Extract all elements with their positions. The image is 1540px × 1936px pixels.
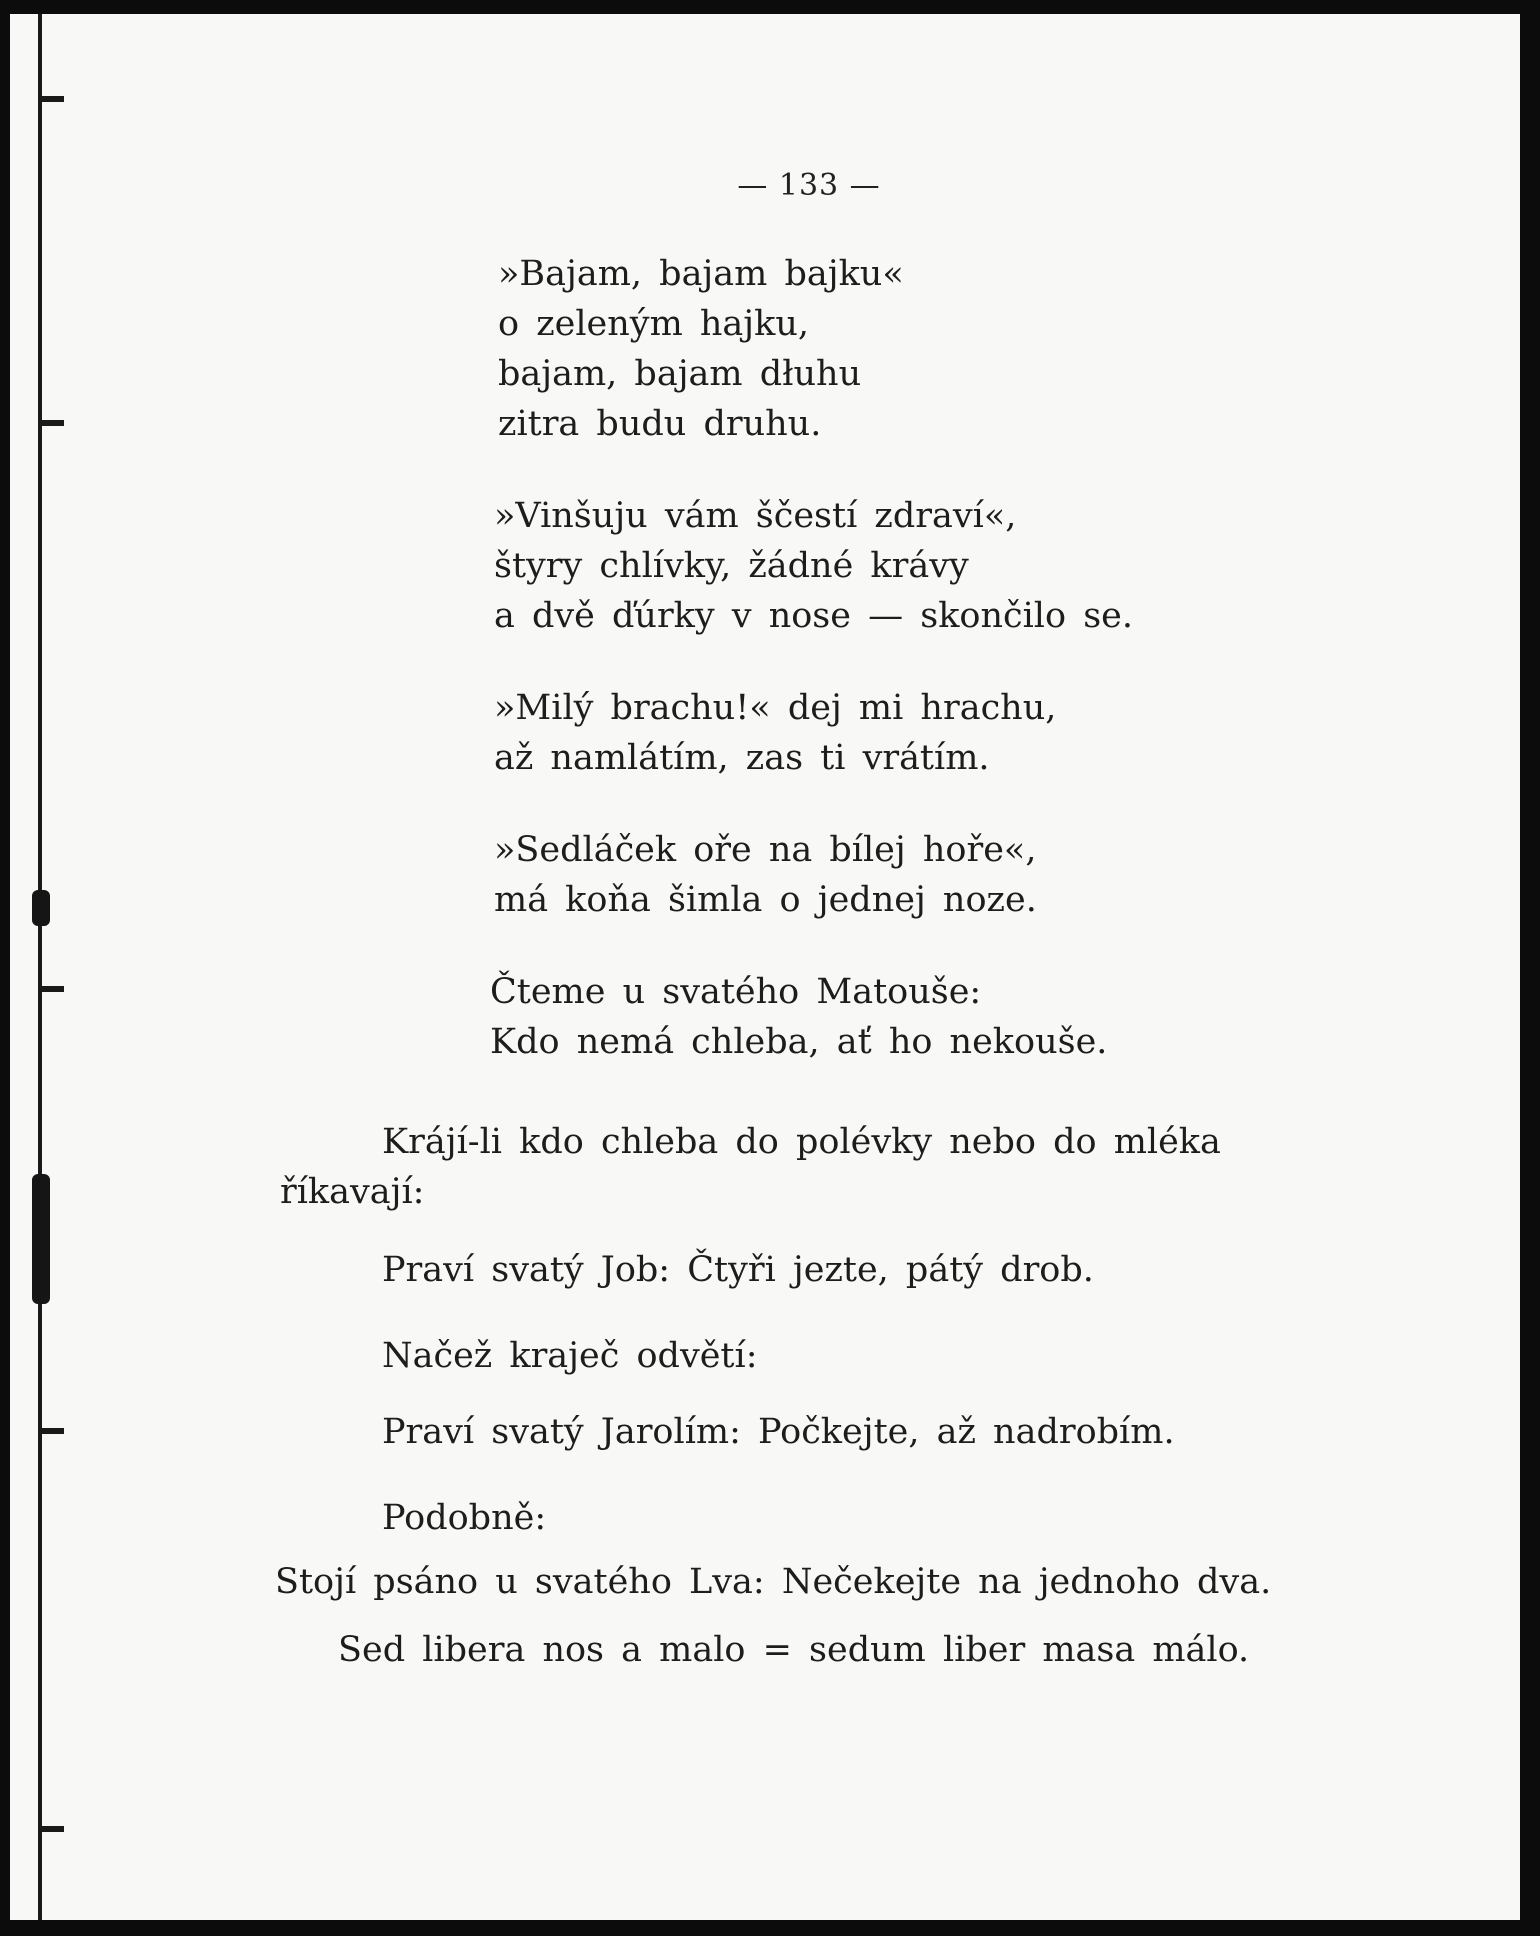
verse-line: bajam, bajam dłuhu (498, 354, 862, 394)
verse-line: »Milý brachu!« dej mi hrachu, (494, 688, 1057, 728)
verse-line: »Sedláček oře na bílej hoře«, (494, 830, 1037, 870)
verse-line: Čteme u svatého Matouše: (490, 972, 982, 1012)
binding-notch (38, 96, 64, 102)
verse-line: »Bajam, bajam bajku« (498, 254, 904, 294)
saying-line: Načež kraječ odvětí: (382, 1336, 758, 1376)
book-page (10, 14, 1520, 1920)
verse-line: »Vinšuju vám ščestí zdraví«, (494, 496, 1017, 536)
verse-line: štyry chlívky, žádné krávy (494, 546, 969, 586)
verse-line: Kdo nemá chleba, ať ho nekouše. (490, 1022, 1108, 1062)
binding-notch (38, 986, 64, 992)
verse-line: a dvě ďúrky v nose — skončilo se. (494, 596, 1133, 636)
verse-line: až namlátím, zas ti vrátím. (494, 738, 990, 778)
verse-line: má koňa šimla o jednej noze. (494, 880, 1037, 920)
saying-line: Sed libera nos a malo = sedum liber masa málo. (338, 1630, 1250, 1670)
page-number: — 133 — (737, 168, 881, 203)
prose-paragraph-line: Krájí-li kdo chleba do polévky nebo do mléka (382, 1122, 1221, 1162)
binding-edge (38, 14, 48, 1920)
binding-notch (38, 420, 64, 426)
binding-notch (38, 1826, 64, 1832)
binding-mark (32, 890, 50, 926)
prose-paragraph-line: říkavají: (280, 1172, 425, 1212)
verse-line: o zeleným hajku, (498, 304, 810, 344)
verse-line: zitra budu druhu. (498, 404, 822, 444)
saying-line: Stojí psáno u svatého Lva: Nečekejte na jednoho dva. (275, 1562, 1272, 1602)
saying-line: Podobně: (382, 1498, 547, 1538)
saying-line: Praví svatý Jarolím: Počkejte, až nadrobím. (382, 1412, 1175, 1452)
binding-mark (32, 1174, 50, 1304)
binding-notch (38, 1428, 64, 1434)
saying-line: Praví svatý Job: Čtyři jezte, pátý drob. (382, 1250, 1094, 1290)
